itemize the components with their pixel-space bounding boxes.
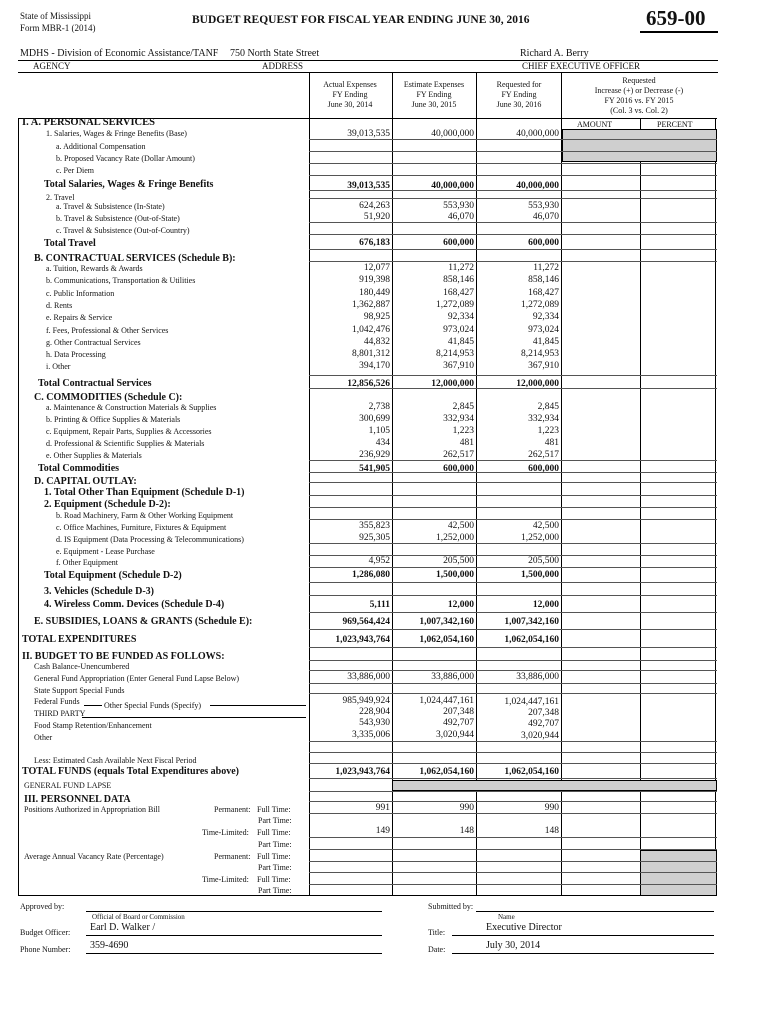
submitted-by-label: Submitted by: [428,902,474,911]
contractual-row-c3: 1,272,089 [521,299,559,310]
row-rule [309,495,717,496]
row-rule [309,234,717,235]
travel-in-label: a. Travel & Subsistence (In-State) [56,202,165,211]
total-contractual-label: Total Contractual Services [38,378,152,389]
other-label: Other [34,733,53,742]
commodity-row-c2: 1,223 [452,426,474,436]
contractual-row-label: g. Other Contractual Services [46,337,141,347]
agency-address: 750 North State Street [230,48,320,59]
contractual-row-c3: 168,427 [528,287,559,298]
row-rule [309,595,717,596]
total-salaries-c2: 40,000,000 [431,181,474,191]
equip-d-label: d. IS Equipment (Data Processing & Telecommunications) [56,535,244,544]
third-party-line [82,717,306,718]
subsidies-c3: 1,007,342,160 [504,617,559,627]
equip-b-label: b. Road Machinery, Farm & Other Working Equipment [56,511,234,520]
commodity-row-c3: 2,845 [537,402,559,412]
vehicles-label: 3. Vehicles (Schedule D-3) [44,586,154,597]
personal-services-title: I. A. PERSONAL SERVICES [22,117,155,128]
total-funds-label: TOTAL FUNDS (equals Total Expenditures above) [22,766,239,777]
wireless-label: 4. Wireless Comm. Devices (Schedule D-4) [44,599,225,610]
row-rule [309,660,717,661]
total-commodities-c3: 600,000 [528,464,559,474]
contractual-row-label: e. Repairs & Service [46,313,113,323]
amount-header-line [561,118,717,119]
total-funds-c2: 1,062,054,160 [419,767,474,777]
row-rule [309,482,717,483]
row-rule [309,163,717,164]
row-rule [309,837,717,838]
contractual-row-label: i. Other [46,362,71,372]
third-party-c2: 207,348 [443,707,474,717]
part-time-label-3: Part Time: [258,863,292,872]
col3-header: Requested for FY Ending June 30, 2016 [496,80,542,109]
vacancy-rate-label: b. Proposed Vacancy Rate (Dollar Amount) [56,154,195,163]
travel-in-c1: 624,263 [359,201,390,211]
row-rule [309,507,717,508]
capital-equipment: 2. Equipment (Schedule D-2): [44,499,171,510]
row-rule [309,872,717,873]
row-rule [309,629,717,630]
personnel-title: III. PERSONNEL DATA [24,794,131,805]
form-label: Form MBR-1 (2014) [20,23,96,33]
col4-header: Requested Increase (+) or Decrease (-) FY 2016 vs. FY 2015 (Col. 3 vs. Col. 2) [594,76,684,115]
general-fund-c2: 33,886,000 [431,672,474,682]
salaries-label: 1. Salaries, Wages & Fringe Benefits (Base) [46,129,187,138]
subsidies-c2: 1,007,342,160 [419,617,474,627]
row-rule [309,175,717,176]
total-expenditures-c2: 1,062,054,160 [419,635,474,645]
col1-header: Actual Expenses FY Ending June 30, 2014 [323,80,377,109]
contractual-row-c2: 11,272 [448,263,474,273]
contractual-row-c1: 919,398 [359,275,390,286]
part-time-label-4: Part Time: [258,886,292,895]
part-time-label-1: Part Time: [258,816,292,825]
equip-e-label: e. Equipment - Lease Purchase [56,547,155,556]
travel-label: 2. Travel [46,193,75,202]
officer-caption: CHIEF EXECUTIVE OFFICER [522,61,641,71]
row-rule [309,582,717,583]
title-label: Title: [428,928,446,937]
col-divider-4 [561,72,562,896]
row-rule [309,519,717,520]
commodity-row-c2: 262,517 [443,450,474,460]
time-limited-label-1: Time-Limited: [202,828,249,837]
budget-officer-value: Earl D. Walker / [90,922,156,933]
col-divider-3 [476,72,477,896]
row-rule [309,139,717,140]
contractual-row-label: b. Communications, Transportation & Utilities [46,276,196,286]
budget-officer-line[interactable] [86,935,382,936]
federal-blank-line [84,705,102,706]
row-rule [309,543,717,544]
contractual-row-c2: 92,334 [447,312,474,323]
commodity-row-c2: 2,845 [452,402,474,412]
total-salaries-label: Total Salaries, Wages & Fringe Benefits [44,179,214,190]
total-contractual-c3: 12,000,000 [516,379,559,389]
total-funds-c1: 1,023,943,764 [335,767,390,777]
other-c3: 3,020,944 [521,731,559,741]
full-time-label-4: Full Time: [257,875,291,884]
food-stamp-c3: 492,707 [528,719,559,729]
contractual-row-c1: 394,170 [359,361,390,372]
total-commodities-c1: 541,905 [359,464,390,474]
total-contractual-c1: 12,856,526 [347,379,390,389]
salaries-c1: 39,013,535 [347,129,390,139]
contractual-row-c3: 92,334 [532,312,559,323]
col-divider-2 [392,72,393,896]
commodity-row-c2: 332,934 [443,414,474,424]
contractual-row-c2: 367,910 [443,361,474,372]
equip-c-c1: 355,823 [359,521,390,531]
additional-compensation-label: a. Additional Compensation [56,142,146,151]
contractual-row-c3: 41,845 [532,336,559,347]
commodity-row-label: b. Printing & Office Supplies & Materials [46,415,181,424]
contractual-row-c2: 973,024 [443,324,474,335]
phone-line[interactable] [86,953,382,954]
row-rule [309,778,717,779]
total-equipment-c3: 1,500,000 [521,570,559,580]
capital-outlay-title: D. CAPITAL OUTLAY: [34,476,137,487]
per-diem-label: c. Per Diem [56,166,94,175]
funded-title: II. BUDGET TO BE FUNDED AS FOLLOWS: [22,651,225,662]
capital-other-than-equipment: 1. Total Other Than Equipment (Schedule D-1) [44,487,245,498]
food-stamp-label: Food Stamp Retention/Enhancement [34,721,152,730]
title-value: Executive Director [486,922,562,933]
full-time-label-2: Full Time: [257,828,291,837]
contractual-row-label: c. Public Information [46,288,115,298]
contractual-row-c1: 44,832 [363,336,390,347]
general-fund-c3: 33,886,000 [516,672,559,682]
commodity-row-c3: 262,517 [528,450,559,460]
food-stamp-c1: 543,930 [359,718,390,728]
row-rule [309,683,717,684]
contractual-row-c2: 1,272,089 [436,299,474,310]
code-underline [640,31,718,33]
total-expenditures-c1: 1,023,943,764 [335,635,390,645]
row-rule [309,861,717,862]
contractual-row-c3: 858,146 [528,275,559,286]
total-equipment-c2: 1,500,000 [436,570,474,580]
travel-out-c2: 46,070 [447,212,474,222]
row-rule [309,693,717,694]
contractual-row-c1: 12,077 [363,263,390,273]
contractual-row-label: h. Data Processing [46,350,106,360]
row-rule [309,801,717,802]
total-salaries-c3: 40,000,000 [516,181,559,191]
contractual-row-c1: 8,801,312 [352,349,390,360]
equip-f-c1: 4,952 [368,556,390,566]
travel-out-c1: 51,920 [363,212,390,222]
official-caption: Official of Board or Commission [92,913,185,921]
travel-out-label: b. Travel & Subsistence (Out-of-State) [56,214,180,223]
positions-label: Positions Authorized in Appropriation Bill [24,805,160,814]
full-time-label-1: Full Time: [257,805,291,814]
other-c1: 3,335,006 [352,730,390,740]
subsidies-label: E. SUBSIDIES, LOANS & GRANTS (Schedule E): [34,616,253,627]
commodity-row-label: e. Other Supplies & Materials [46,451,142,460]
contractual-row-c1: 1,362,887 [352,299,390,310]
federal-funds-label: Federal Funds [34,697,80,706]
perm-full-c2: 990 [459,803,474,813]
perm-full-c3: 990 [544,803,559,813]
other-special-line [210,705,306,706]
federal-c2: 1,024,447,161 [419,696,474,706]
total-expenditures-c3: 1,062,054,160 [504,635,559,645]
row-rule [309,151,717,152]
col-divider-1 [309,72,310,896]
commodity-row-c3: 481 [544,438,559,448]
tl-full-c2: 148 [459,826,474,836]
equip-c-c2: 42,500 [447,521,474,531]
commodity-row-label: a. Maintenance & Construction Materials & Supplies [46,403,217,412]
contractual-title: B. CONTRACTUAL SERVICES (Schedule B): [34,253,236,264]
time-limited-label-2: Time-Limited: [202,875,249,884]
permanent-label-2: Permanent: [214,852,251,861]
federal-c3: 1,024,447,161 [504,697,559,707]
travel-in-c2: 553,930 [443,201,474,211]
other-special-label: Other Special Funds (Specify) [104,701,202,710]
date-line[interactable] [452,953,714,954]
row-rule [309,884,717,885]
travel-country-label: c. Travel & Subsistence (Out-of-Country) [56,226,190,235]
commodity-row-c1: 434 [375,438,390,448]
row-rule [309,813,717,814]
total-commodities-c2: 600,000 [443,464,474,474]
row-rule [309,249,717,250]
date-value: July 30, 2014 [486,940,541,951]
chief-executive-name: Richard A. Berry [520,48,589,59]
total-commodities-label: Total Commodities [38,463,120,474]
commodity-row-c1: 236,929 [359,450,390,460]
address-caption: ADDRESS [262,61,304,71]
total-contractual-c2: 12,000,000 [431,379,474,389]
third-party-c1: 228,904 [359,707,390,717]
row-rule [309,849,717,850]
form-code: 659-00 [646,6,706,30]
commodity-row-c1: 300,699 [359,414,390,424]
contractual-row-c2: 8,214,953 [436,349,474,360]
part-time-label-2: Part Time: [258,840,292,849]
state-support-label: State Support Special Funds [34,686,125,695]
contractual-row-label: d. Rents [46,300,73,310]
percent-header: PERCENT [657,120,693,129]
header-divider-2 [18,72,718,73]
contractual-row-label: a. Tuition, Rewards & Awards [46,264,143,273]
approved-by-line[interactable] [86,911,382,912]
commodity-row-c2: 481 [459,438,474,448]
date-label: Date: [428,945,446,954]
perm-full-c1: 991 [375,803,390,813]
row-rule [309,647,717,648]
full-time-label-3: Full Time: [257,852,291,861]
commodity-row-c3: 332,934 [528,414,559,424]
salaries-c2: 40,000,000 [431,129,474,139]
contractual-row-c2: 41,845 [447,336,474,347]
row-rule [309,567,717,568]
agency-name: MDHS - Division of Economic Assistance/TANF [20,48,219,59]
food-stamp-c2: 492,707 [443,718,474,728]
contractual-row-c3: 11,272 [533,263,559,273]
salaries-c3: 40,000,000 [516,129,559,139]
wireless-c1: 5,111 [369,600,390,610]
equip-f-label: f. Other Equipment [56,558,118,567]
equip-f-c2: 205,500 [443,556,474,566]
general-fund-label: General Fund Appropriation (Enter General Fund Lapse Below) [34,674,240,683]
state-label: State of Mississippi [20,11,92,21]
contractual-row-c2: 168,427 [443,287,474,298]
phone-label: Phone Number: [20,945,71,954]
row-rule [309,222,717,223]
avg-vacancy-label: Average Annual Vacancy Rate (Percentage) [24,852,164,861]
general-fund-c1: 33,886,000 [347,672,390,682]
cash-balance-label: Cash Balance-Unencumbered [34,662,130,671]
approved-by-label: Approved by: [20,902,65,911]
contractual-row-c3: 973,024 [528,324,559,335]
equip-d-c1: 925,305 [359,533,390,543]
row-rule [309,375,717,376]
tl-full-c1: 149 [375,826,390,836]
row-rule [309,612,717,613]
row-rule [309,261,717,262]
total-travel-c1: 676,183 [359,238,390,248]
permanent-label-1: Permanent: [214,805,251,814]
gray-block-lapse [392,780,717,791]
travel-in-c3: 553,930 [528,201,559,211]
tl-full-c3: 148 [544,826,559,836]
third-party-label: THIRD PARTY [34,709,86,718]
third-party-c3: 207,348 [528,708,559,718]
general-fund-lapse-label: GENERAL FUND LAPSE [24,781,112,790]
equip-d-c2: 1,252,000 [436,533,474,543]
equip-c-label: c. Office Machines, Furniture, Fixtures & Equipment [56,523,227,532]
row-rule [309,670,717,671]
commodities-title: C. COMMODITIES (Schedule C): [34,392,183,403]
other-c2: 3,020,944 [436,730,474,740]
total-travel-c2: 600,000 [443,238,474,248]
contractual-row-c1: 98,925 [363,312,390,323]
budget-officer-label: Budget Officer: [20,928,71,937]
phone-value: 359-4690 [90,940,129,951]
contractual-row-c1: 180,449 [359,287,390,298]
row-rule [309,752,717,753]
total-funds-c3: 1,062,054,160 [504,767,559,777]
total-travel-c3: 600,000 [528,238,559,248]
federal-c1: 985,949,924 [342,696,390,706]
title-line[interactable] [452,935,714,936]
contractual-row-c3: 367,910 [528,361,559,372]
total-equipment-label: Total Equipment (Schedule D-2) [44,570,182,581]
agency-caption: AGENCY [33,61,71,71]
contractual-row-label: f. Fees, Professional & Other Services [46,325,169,335]
contractual-row-c1: 1,042,476 [352,324,390,335]
total-salaries-c1: 39,013,535 [347,181,390,191]
col2-header: Estimate Expenses FY Ending June 30, 2015 [403,80,465,109]
equip-c-c3: 42,500 [532,521,559,531]
travel-out-c3: 46,070 [532,212,559,222]
subsidies-c1: 969,564,424 [342,617,390,627]
commodity-row-label: c. Equipment, Repair Parts, Supplies & Accessories [46,427,212,436]
wireless-c2: 12,000 [447,600,474,610]
row-rule [309,741,717,742]
commodity-row-c1: 2,738 [368,402,390,412]
commodity-row-c1: 1,105 [368,426,390,436]
equip-f-c3: 205,500 [528,556,559,566]
row-rule [309,763,717,764]
name-caption: Name [498,913,515,921]
wireless-c3: 12,000 [532,600,559,610]
less-cash-label: Less: Estimated Cash Available Next Fiscal Period [34,756,197,765]
amount-header: AMOUNT [577,120,613,129]
row-rule [309,791,717,792]
total-equipment-c1: 1,286,080 [352,570,390,580]
total-travel-label: Total Travel [44,238,96,249]
submitted-by-line[interactable] [476,911,714,912]
document-title: BUDGET REQUEST FOR FISCAL YEAR ENDING JUNE 30, 2016 [192,14,530,26]
row-rule [309,198,717,199]
row-rule [309,460,717,461]
gray-block-vacancy [640,850,717,896]
gray-block-top [562,129,717,162]
contractual-row-c3: 8,214,953 [521,349,559,360]
equip-d-c3: 1,252,000 [521,533,559,543]
commodity-row-c3: 1,223 [537,426,559,436]
commodity-row-label: d. Professional & Scientific Supplies & Materials [46,439,205,448]
contractual-row-c2: 858,146 [443,275,474,286]
total-expenditures-label: TOTAL EXPENDITURES [22,634,137,645]
